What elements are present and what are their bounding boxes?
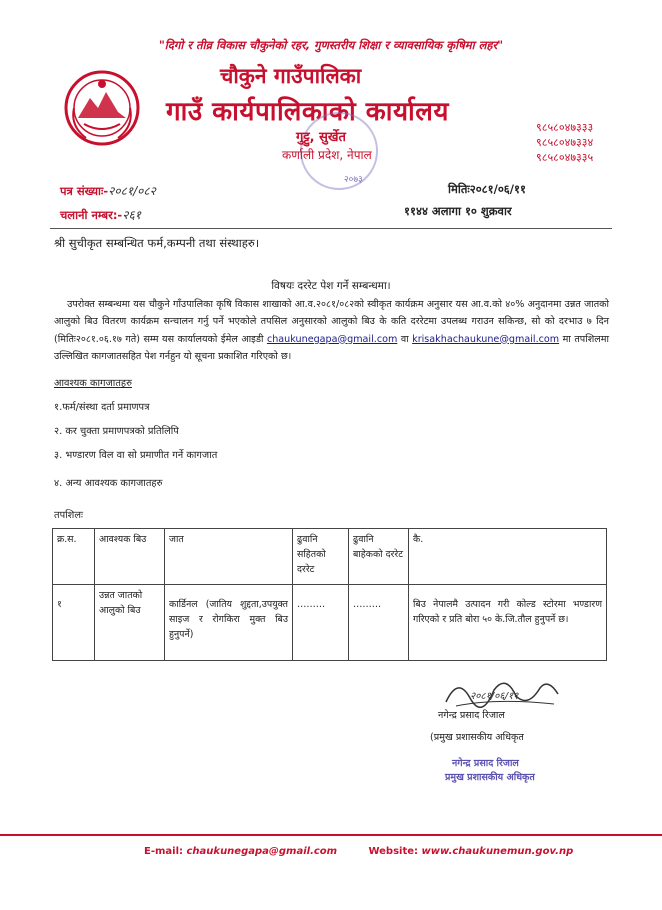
signature-date: २०८१/०६/११ [470,691,519,702]
table-label: तपशिलः [54,510,83,521]
email-link[interactable]: chaukunegapa@gmail.com [266,333,398,345]
footer [144,846,573,857]
phone-list [536,120,593,165]
dispatch-number [60,206,141,223]
footer-divider [0,834,662,836]
body-text: मा तपशिलमा उल्लिखित कागजातसहित पेश गर्नहुन यो सूचना प्रकाशित गरिएको छ। [54,333,609,362]
table-header-cell: कै. [409,529,607,585]
reference-number [60,182,156,199]
table-header-cell: आवश्यक बिउ [95,529,165,585]
table-header-cell: क्र.स. [53,529,95,585]
table-cell: ……… [349,585,409,661]
footer-website[interactable]: www.chaukunemun.gov.np [421,846,574,857]
phone-number: ९८५८०४७३३३ [536,121,594,134]
nepal-emblem-icon [60,68,144,148]
signatory-title: (प्रमुख प्रशासकीय अधिकृत [430,732,524,743]
dispatch-value: २६१ [122,208,141,222]
signatory-name: नगेन्द्र प्रसाद रिजाल [438,710,505,721]
phone-number: ९८५८०४७३३४ [536,136,594,149]
slogan: "दिगो र तीव्र विकास चौकुनेको रहर, गुणस्तरीय शिक्षा र व्यावसायिक कृषिमा लहर" [158,38,504,52]
letter-date: मितिः२०८१/०६/११ [448,182,526,196]
ref-value: २०८१/०८२ [108,184,156,198]
table-header-cell: जात [165,529,293,585]
recipient: श्री सुचीकृत सम्बन्धित फर्म,कम्पनी तथा संस्थाहरु। [54,236,260,250]
body-paragraph [54,296,609,365]
header-divider [50,228,612,229]
letter-day: ११४४ अलागा १० शुक्रवार [404,204,512,218]
doc-item: ३. भण्डारण विल वा सो प्रमाणीत गर्ने कागजात [54,450,218,461]
stamp-title: प्रमुख प्रशासकीय अधिकृत [445,772,535,783]
table-row [53,585,607,661]
details-table [52,528,607,661]
table-header-cell: ढुवानि सहितको दररेट [293,529,349,585]
table-cell: उन्नत जातको आलुको बिउ [95,585,165,661]
dispatch-label: चलानी नम्बर:- [60,208,123,222]
website-label: Website: [368,846,419,857]
phone-number: ९८५८०४७३३५ [536,151,594,164]
stamp-name: नगेन्द्र प्रसाद रिजाल [452,758,519,769]
doc-item: ४. अन्य आवश्यक कागजातहरु [54,478,163,489]
doc-item: १.फर्म/संस्था दर्ता प्रमाणपत्र [54,402,150,413]
municipality-name: चौकुने गाउँपालिका [220,64,362,88]
footer-email[interactable]: chaukunegapa@gmail.com [186,846,338,857]
email-label: E-mail: [144,846,184,857]
ref-label: पत्र संख्याः- [60,184,109,198]
table-cell: ……… [293,585,349,661]
table-cell: १ [53,585,95,661]
table-cell: कार्डिनल (जातिय शुद्दता,उपयुक्त साइज र रोगकिरा मुक्त बिउ हुनुपर्ने) [165,585,293,661]
table-cell: बिउ नेपालमै उत्पादन गरी कोल्ड स्टोरमा भण्डारण गरिएको र प्रति बोरा ५० के.जि.तौल हुनुपर्ने छ। [409,585,607,661]
body-or: वा [400,333,409,345]
subject: विषयः दररेट पेश गर्ने सम्बन्धमा। [271,280,391,292]
stamp-year: २०७३ [344,175,363,185]
email-link[interactable]: krisakhachaukune@gmail.com [412,333,560,345]
table-header-cell: ढुवानि बाहेकको दररेट [349,529,409,585]
office-name: गाउँ कार्यपालिकाको कार्यालय [166,97,449,127]
table-header-row [53,529,607,585]
office-province: कर्णाली प्रदेश, नेपाल [282,148,372,162]
body-text: उपरोक्त सम्बन्धमा यस चौकुने गाँउपालिका कृषि विकास शाखाको आ.व.२०८१/०८२को स्वीकृत कार्यक्रम अनुसार यस आ.व.को ४०% अनुदानमा उन्नत जातको आलुको बिउ वितरण कार्यक्रम सन्चालन गर्नु पर्ने भएकोले तपसिल अनुसारको आलुको बिउ के कति दररेटमा उपलब्ध गराउन सकिन्छ, सो को दरभाउ ७ दिन (मितिः२०८१.०६.१७ गते) सम्म यस कार्यालयको ईमेल आइडी [54,299,610,345]
doc-item: २. कर चुक्ता प्रमाणपत्रको प्रतिलिपि [54,426,179,437]
docs-heading: आवश्यक कागजातहरु [54,378,132,389]
office-place: गुट्टु, सुर्खेत [296,130,346,145]
